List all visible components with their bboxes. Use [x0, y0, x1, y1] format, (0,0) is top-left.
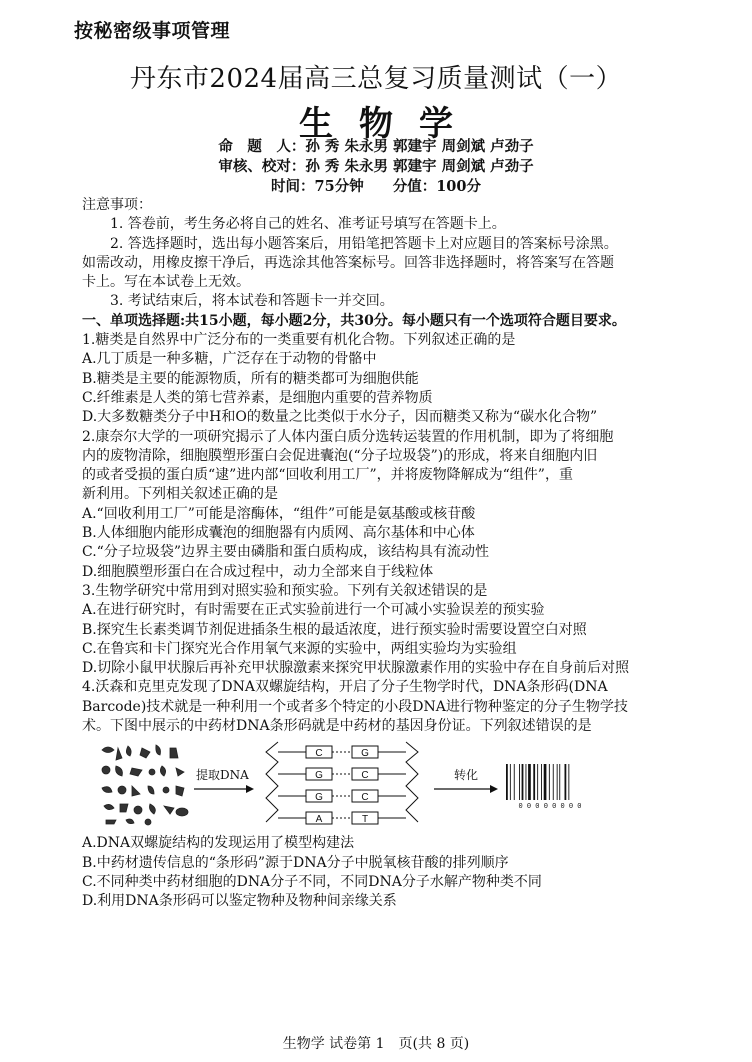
q1-option-c: C.纤维素是人类的第七营养素，是细胞内重要的营养物质: [82, 389, 433, 406]
base-right-3: C: [361, 792, 369, 804]
base-left-3: G: [315, 792, 323, 804]
arrow-right-icon: [194, 784, 254, 794]
q4-stem-1: 4.沃森和克里克发现了DNA双螺旋结构，开启了分子生物学时代，DNA条形码(DNA: [82, 679, 608, 696]
q4-stem-2: Barcode)技术就是一种利用一个或者多个特定的小段DNA进行物种鉴定的分子生物学技: [82, 698, 628, 715]
page-footer: 生物学 试卷第 1 页(共 8 页): [282, 1036, 470, 1052]
barcode-digits: 0 0 0 0 0 0 0 0: [518, 803, 582, 811]
note-2-cont: 如需改动，用橡皮擦干净后，再选涂其他答案标号。回答非选择题时，将答案写在答题: [82, 254, 614, 271]
q3-option-c: C.在鲁宾和卡门探究光合作用氧气来源的实验中，两组实验均为实验组: [82, 640, 517, 657]
q2-stem-3: 的或者受损的蛋白质“逮”进内部“回收利用工厂”，并将废物降解成为“组件”，重: [82, 467, 573, 484]
q1-option-b: B.糖类是主要的能源物质，所有的糖类都可为细胞供能: [82, 370, 419, 387]
time-score-line: 时间：75分钟 分值：100分: [271, 178, 481, 195]
q3-option-b: B.探究生长素类调节剂促进插条生根的最适浓度，进行预实验时需要设置空白对照: [82, 621, 587, 638]
exam-title: 丹东市2024届高三总复习质量测试（一）: [129, 64, 623, 94]
note-3: 3. 考试结束后，将本试卷和答题卡一并交回。: [110, 293, 394, 310]
base-right-4: T: [361, 814, 369, 826]
dna-barcode-figure: [82, 738, 682, 830]
q1-option-d: D.大多数糖类分子中H和O的数量之比类似于水分子，因而糖类又称为“碳水化合物”: [82, 409, 598, 426]
section-title: 一、单项选择题:共15小题，每小题2分，共30分。每小题只有一个选项符合题目要求。: [82, 312, 626, 329]
convert-label: 转化: [454, 768, 479, 783]
q2-option-d: D.细胞膜塑形蛋白在合成过程中，动力全部来自于线粒体: [82, 563, 434, 580]
reviewers-line: 审核、校对：孙 秀 朱永男 郭建宇 周剑斌 卢劲子: [218, 158, 534, 175]
q4-option-b: B.中药材遗传信息的“条形码”源于DNA分子中脱氧核苷酸的排列顺序: [82, 854, 509, 871]
q2-stem-1: 2.康奈尔大学的一项研究揭示了人体内蛋白质分选转运装置的作用机制，即为了将细胞: [82, 428, 614, 445]
arrow-right-icon-2: [434, 784, 498, 794]
notes-heading: 注意事项：: [82, 197, 152, 213]
q2-option-c: C.“分子垃圾袋”边界主要由磷脂和蛋白质构成，该结构具有流动性: [82, 544, 489, 561]
q3-option-d: D.切除小鼠甲状腺后再补充甲状腺激素来探究甲状腺激素作用的实验中存在自身前后对照: [82, 660, 630, 677]
herbs-illustration: [96, 742, 192, 826]
base-left-1: C: [315, 748, 323, 760]
subject-title: 生物学: [299, 104, 479, 144]
q4-stem-3: 术。下图中展示的中药材DNA条形码就是中药材的基因身份证。下列叙述错误的是: [82, 718, 592, 735]
secret-label: 按秘密级事项管理: [74, 20, 231, 42]
q2-option-b: B.人体细胞内能形成囊泡的细胞器有内质网、高尔基体和中心体: [82, 525, 475, 542]
q2-option-a: A.“回收利用工厂”可能是溶酶体，“组件”可能是氨基酸或核苷酸: [82, 505, 476, 522]
base-left-4: A: [315, 814, 323, 826]
q4-option-c: C.不同种类中药材细胞的DNA分子不同，不同DNA分子水解产物种类不同: [82, 873, 542, 890]
barcode-image: [504, 762, 596, 810]
q4-option-a: A.DNA双螺旋结构的发现运用了模型构建法: [82, 835, 355, 852]
note-1: 1. 答卷前，考生务必将自己的姓名、准考证号填写在答题卡上。: [110, 216, 506, 233]
dna-double-helix-diagram: [262, 738, 422, 830]
q1-stem: 1.糖类是自然界中广泛分布的一类重要有机化合物。下列叙述正确的是: [82, 332, 516, 349]
q2-stem-4: 新利用。下列相关叙述正确的是: [82, 486, 278, 503]
q1-option-a: A.几丁质是一种多糖，广泛存在于动物的骨骼中: [82, 351, 377, 368]
base-right-1: G: [361, 748, 369, 760]
note-2: 2. 答选择题时，选出每小题答案后，用铅笔把答题卡上对应题目的答案标号涂黑。: [110, 235, 618, 252]
q2-stem-2: 内的废物清除，细胞膜塑形蛋白会促进囊泡(“分子垃圾袋”)的形成，将来自细胞内旧: [82, 447, 598, 464]
extract-dna-label: 提取DNA: [196, 768, 249, 783]
base-left-2: G: [315, 770, 323, 782]
note-2-cont2: 卡上。写在本试卷上无效。: [82, 274, 250, 291]
q4-option-d: D.利用DNA条形码可以鉴定物种及物种间亲缘关系: [82, 893, 397, 910]
q3-stem: 3.生物学研究中常用到对照实验和预实验。下列有关叙述错误的是: [82, 582, 488, 599]
exam-body: [82, 196, 682, 912]
base-right-2: C: [361, 770, 369, 782]
q3-option-a: A.在进行研究时，有时需要在正式实验前进行一个可减小实验误差的预实验: [82, 602, 545, 619]
authors-line: 命 题 人：孙 秀 朱永男 郭建宇 周剑斌 卢劲子: [218, 138, 534, 155]
